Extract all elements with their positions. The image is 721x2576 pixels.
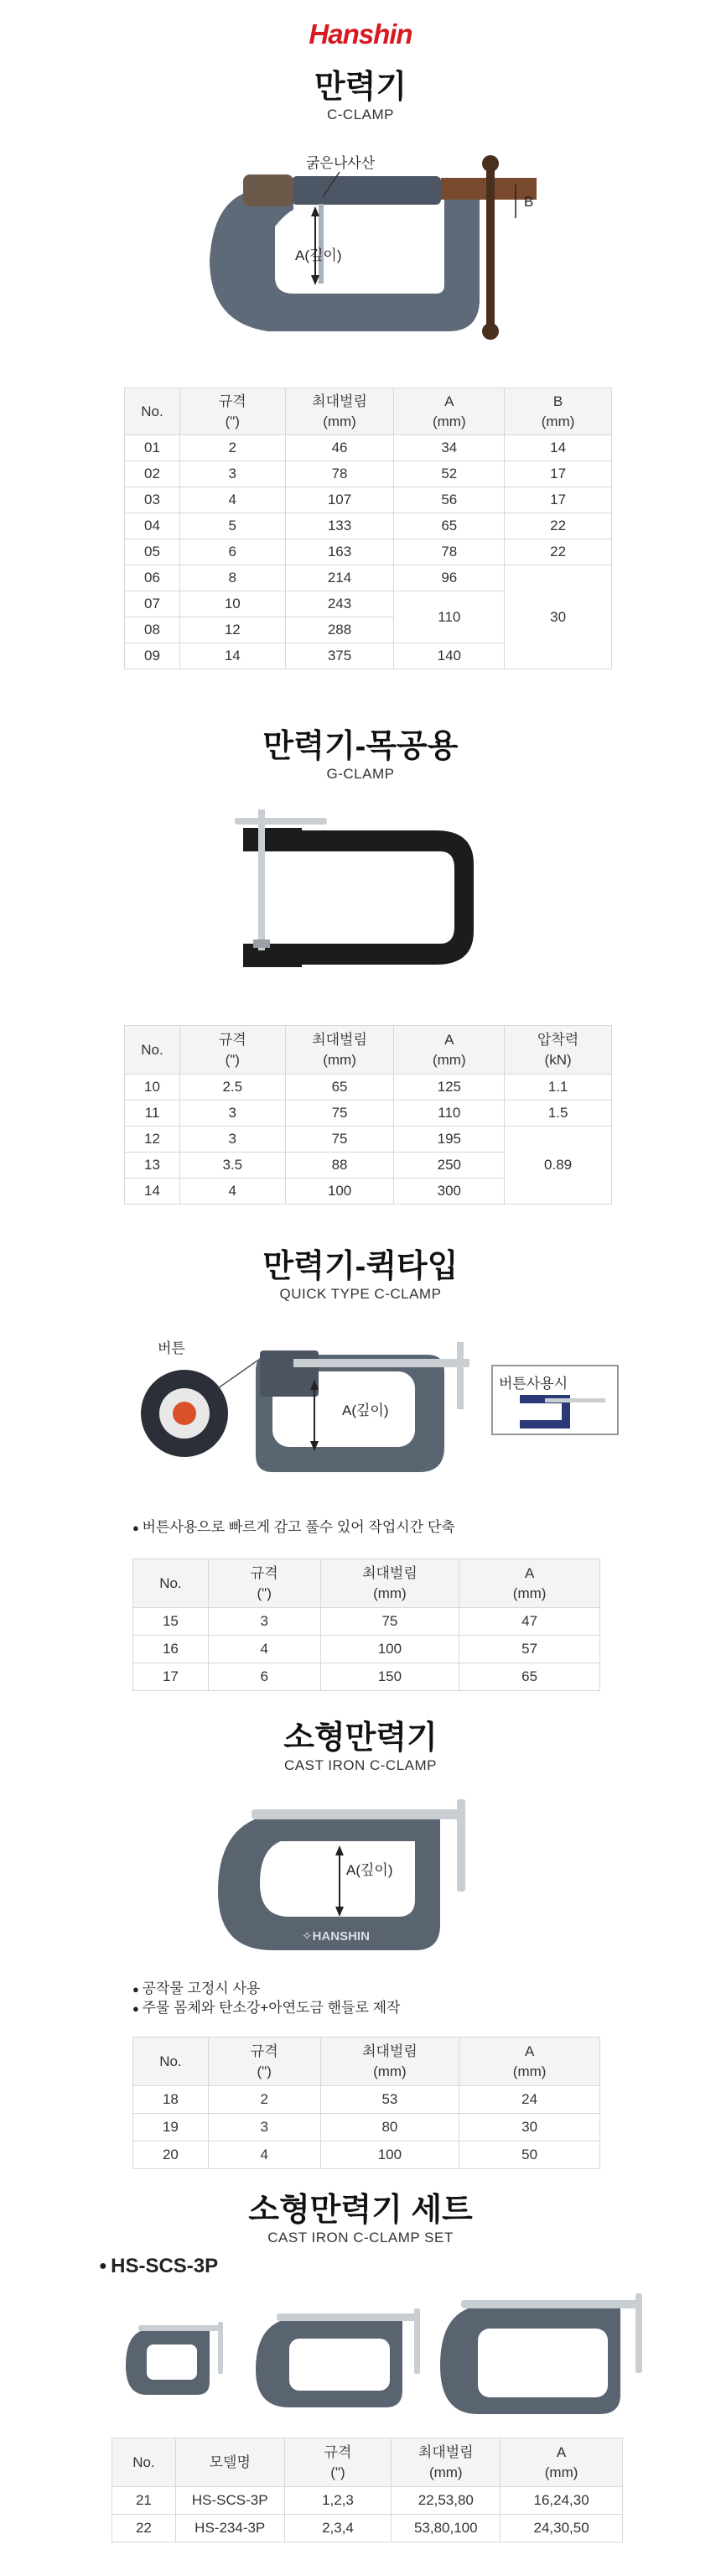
spec-table-c-clamp — [124, 388, 612, 669]
table-row: 09 14 375 140 — [125, 643, 612, 669]
g-clamp-image — [226, 801, 503, 981]
table-row: 18 2 53 24 — [133, 2086, 600, 2114]
header-b: B (mm) — [505, 388, 612, 435]
depth-label: A(깊이) — [346, 1862, 393, 1878]
spec-table-cast-iron — [132, 2037, 600, 2169]
table-row: 22 HS-234-3P 2,3,4 53,80,100 24,30,50 — [112, 2515, 623, 2542]
header-size: 규격 (") — [208, 2037, 320, 2086]
section-subtitle-c-clamp: C-CLAMP — [326, 107, 394, 122]
table-row: 16 4 100 57 — [133, 1636, 600, 1663]
header-a: A (mm) — [394, 388, 505, 435]
bullet-item: ● 주물 몸체와 탄소강+아연도금 핸들로 제작 — [132, 1999, 400, 2018]
table-row: 03 4 107 56 17 — [125, 487, 612, 513]
section-subtitle-cast-iron: CAST IRON C-CLAMP — [284, 1757, 437, 1773]
header-size: 규격 (") — [208, 1559, 320, 1608]
table-row: 05 6 163 78 22 — [125, 539, 612, 565]
bullet-item: ● 버튼사용으로 빠르게 감고 풀수 있어 작업시간 단축 — [132, 1518, 455, 1538]
header-no: No. — [125, 1026, 180, 1075]
table-row: 02 3 78 52 17 — [125, 461, 612, 487]
table-row: 12 3 75 195 0.89 — [125, 1127, 612, 1153]
clamp-set-image — [117, 2282, 654, 2416]
table-row: 19 3 80 30 — [133, 2114, 600, 2141]
section-subtitle-quick-clamp: QUICK TYPE C-CLAMP — [279, 1286, 442, 1302]
table-row: 04 5 133 65 22 — [125, 513, 612, 539]
table-row: 17 6 150 65 — [133, 1663, 600, 1691]
header-force: 압착력 (kN) — [505, 1026, 612, 1075]
bullet-list-cast-iron — [132, 1980, 400, 2018]
header-model: 모델명 — [175, 2438, 284, 2487]
depth-label: A(깊이) — [295, 247, 342, 263]
inset-label: 버튼사용시 — [499, 1376, 568, 1392]
b-label: B — [524, 194, 534, 210]
section-subtitle-clamp-set: CAST IRON C-CLAMP SET — [267, 2230, 454, 2246]
table-row: 10 2.5 65 125 1.1 — [125, 1075, 612, 1101]
header-no: No. — [112, 2438, 176, 2487]
header-no: No. — [125, 388, 180, 435]
header-max-open: 최대벌림 (mm) — [285, 388, 394, 435]
table-row: 07 10 243 110 — [125, 591, 612, 617]
table-row: 21 HS-SCS-3P 1,2,3 22,53,80 16,24,30 — [112, 2487, 623, 2515]
table-row: 20 4 100 50 — [133, 2141, 600, 2169]
header-size: 규격 (") — [179, 388, 285, 435]
c-clamp-image — [168, 126, 570, 361]
bullet-item: ● 공작물 고정시 사용 — [132, 1980, 400, 1999]
table-row: 06 8 214 96 30 — [125, 565, 612, 591]
brand-logo: Hanshin — [309, 18, 412, 49]
table-row: 01 2 46 34 14 — [125, 435, 612, 461]
cast-brand-mark: ✧HANSHIN — [302, 1929, 370, 1944]
section-title-quick-clamp: 만력기-퀵타입 — [262, 1249, 459, 1284]
header-a: A (mm) — [459, 1559, 600, 1608]
quick-clamp-image — [126, 1321, 629, 1497]
section-title-cast-iron: 소형만력기 — [283, 1720, 438, 1756]
header-size: 규격 (") — [284, 2438, 392, 2487]
table-row: 13 3.5 88 250 — [125, 1153, 612, 1179]
section-title-clamp-set: 소형만력기 세트 — [248, 2193, 473, 2228]
header-max-open: 최대벌림 (mm) — [285, 1026, 394, 1075]
section-title-c-clamp: 만력기 — [314, 70, 407, 105]
button-label: 버튼 — [158, 1340, 185, 1356]
table-row: 15 3 75 47 — [133, 1608, 600, 1636]
depth-label: A(깊이) — [342, 1402, 389, 1418]
spec-table-clamp-set — [112, 2438, 623, 2542]
header-no: No. — [133, 2037, 209, 2086]
header-no: No. — [133, 1559, 209, 1608]
spec-table-g-clamp — [124, 1025, 612, 1205]
header-max-open: 최대벌림 (mm) — [392, 2438, 501, 2487]
section-title-g-clamp: 만력기-목공용 — [262, 729, 459, 764]
header-max-open: 최대벌림 (mm) — [320, 1559, 459, 1608]
section-subtitle-g-clamp: G-CLAMP — [326, 766, 395, 782]
table-row: 14 4 100 300 — [125, 1179, 612, 1205]
bullet-list-quick — [132, 1518, 455, 1538]
table-row: 11 3 75 110 1.5 — [125, 1101, 612, 1127]
screw-label: 굵은나사산 — [306, 155, 376, 171]
cast-iron-clamp-image — [205, 1791, 524, 1959]
header-a: A (mm) — [394, 1026, 505, 1075]
header-a: A (mm) — [459, 2037, 600, 2086]
set-code: ● HS-SCS-3P — [99, 2255, 218, 2278]
header-a: A (mm) — [501, 2438, 623, 2487]
header-size: 규격 (") — [179, 1026, 285, 1075]
table-row: 08 12 288 — [125, 617, 612, 643]
header-max-open: 최대벌림 (mm) — [320, 2037, 459, 2086]
spec-table-quick-clamp — [132, 1559, 600, 1691]
